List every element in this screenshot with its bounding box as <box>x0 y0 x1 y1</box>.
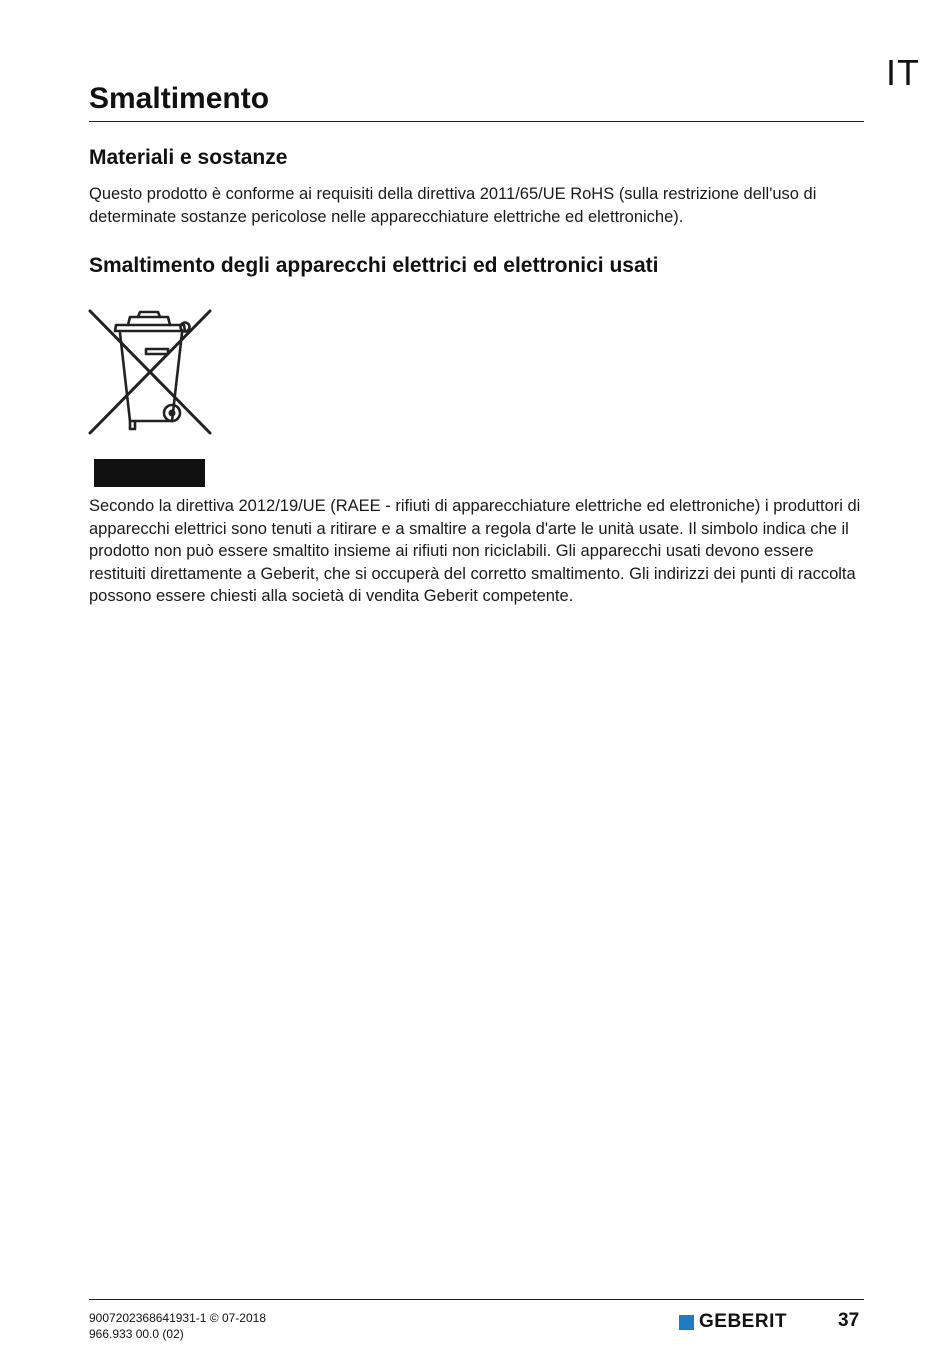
language-code: IT <box>886 52 920 93</box>
materials-paragraph: Questo prodotto è conforme ai requisiti della direttiva 2011/65/UE RoHS (sulla restrizione dell'uso di determinate sostanze pericolose nelle apparecchiature elettriche ed elettroniche). <box>89 185 817 226</box>
crossed-out-wheelie-bin-icon <box>86 305 214 440</box>
footer-article-code: 966.933 00.0 (02) <box>89 1327 184 1341</box>
materials-heading: Materiali e sostanze <box>89 146 288 169</box>
weee-heading: Smaltimento degli apparecchi elettrici ed elettronici usati <box>89 254 659 277</box>
page-number: 37 <box>838 1310 860 1331</box>
weee-paragraph: Secondo la direttiva 2012/19/UE (RAEE - rifiuti di apparecchiature elettriche ed elettroniche) i produttori di apparecchi elettrici sono tenuti a ritirare e a smaltire a regola d'arte le unità usate. Il simbolo indica che il prodotto non può essere smaltito insieme ai rifiuti non riciclabili. Gli apparecchi usati devono essere restituiti direttamente a Geberit, che si occuperà del corretto smaltimento. Gli indirizzi dei punti di raccolta possono essere chiesti alla società di vendita Geberit competente. <box>89 497 861 606</box>
footer-divider <box>89 1299 864 1300</box>
footer-document-id: 9007202368641931-1 © 07-2018 <box>89 1311 266 1325</box>
title-divider <box>89 121 864 122</box>
brand-name: GEBERIT <box>699 1311 787 1332</box>
page-title: Smaltimento <box>89 82 270 115</box>
brand-square-icon <box>679 1315 694 1330</box>
weee-marking-bar <box>94 459 205 487</box>
brand-logo <box>679 1311 787 1333</box>
